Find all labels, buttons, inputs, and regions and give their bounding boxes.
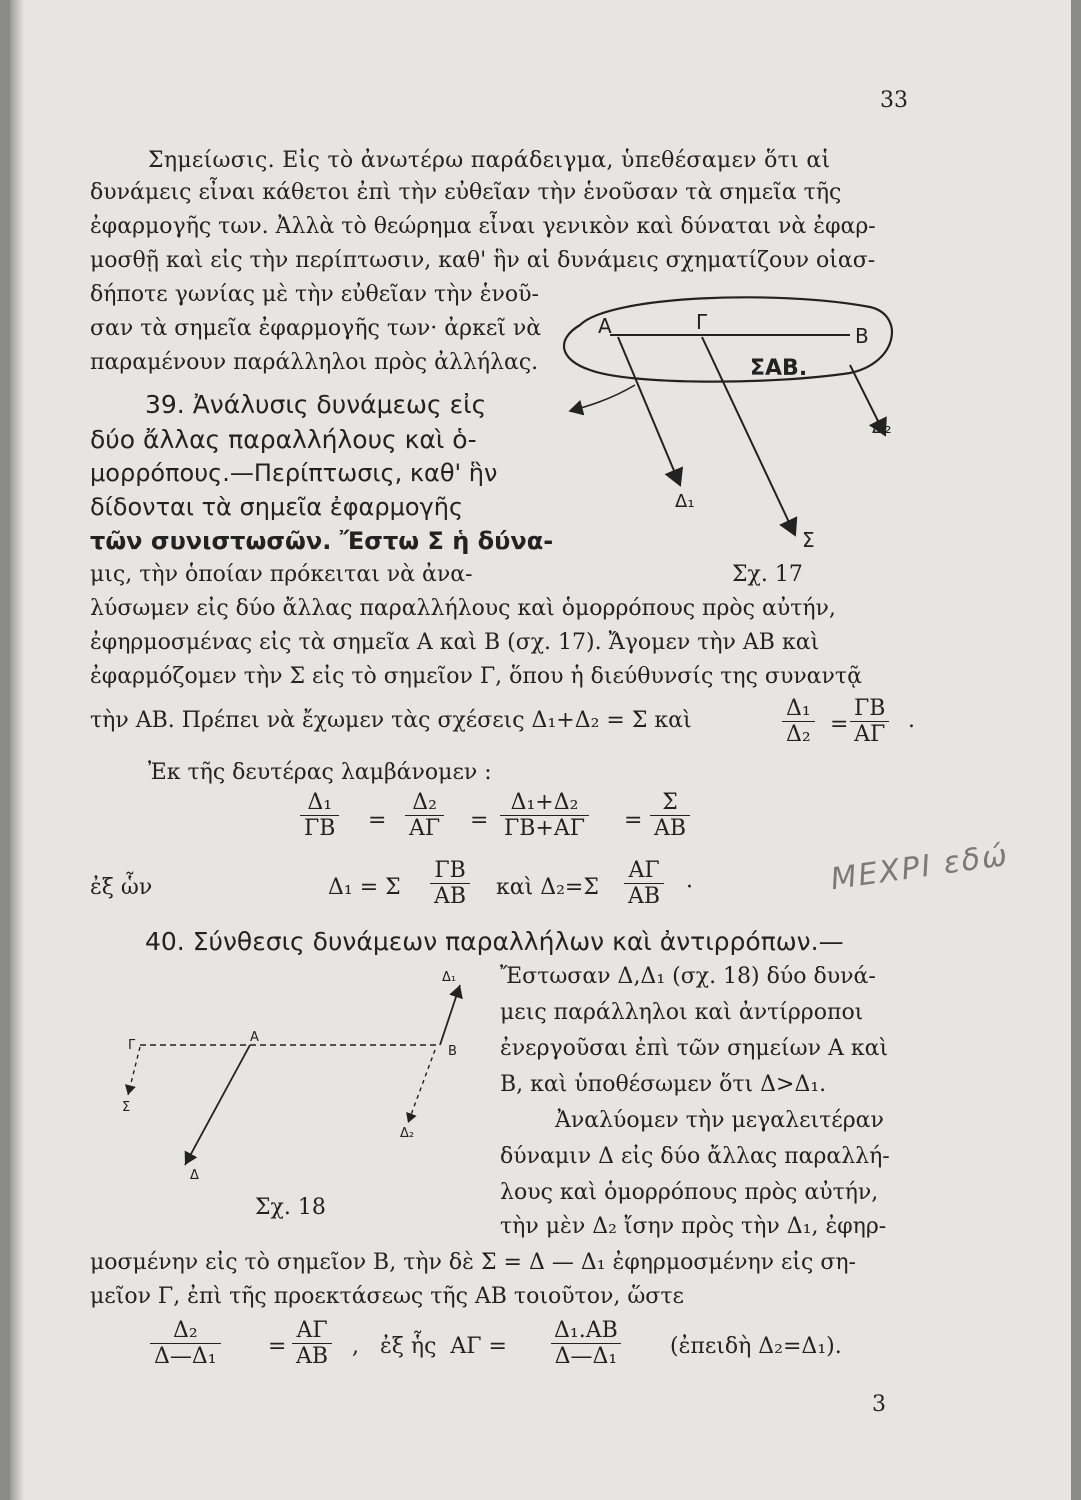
fig17-label-b: Β — [855, 324, 869, 348]
section-40-line-7: λους καὶ ὁμορρόπους πρὸς αὐτήν, — [500, 1180, 879, 1205]
section-39-line-3: ἐφηρμοσμένας εἰς τὰ σημεῖα Α καὶ Β (σχ. 17). Ἄγομεν τὴν ΑΒ καὶ — [90, 630, 820, 655]
fig18-label-s: Σ — [122, 1100, 131, 1115]
fig17-label-d2: Δ₂ — [872, 417, 892, 438]
final-sep: , ἐξ ἧς ΑΓ = — [352, 1334, 507, 1359]
fig18-label-d1: Δ₁ — [442, 970, 457, 985]
fig18-label-d: Δ — [190, 1168, 199, 1183]
fig18-caption: Σχ. 18 — [255, 1195, 326, 1220]
figure-17 — [550, 285, 910, 575]
result-kai: καὶ Δ₂=Σ — [496, 875, 599, 900]
fig18-vec-d2 — [408, 1050, 435, 1123]
section-40-line-5: Ἀναλύομεν τὴν μεγαλειτέραν — [555, 1108, 884, 1133]
fig17-label-g: Γ — [696, 310, 708, 334]
condition-end: . — [908, 708, 915, 733]
chain-frac-3 — [500, 790, 589, 841]
fig18-vec-d1 — [440, 985, 460, 1045]
frac-gb-ag-den: ΑΓ — [850, 721, 889, 747]
result-end: · — [686, 875, 693, 900]
frac-d1-d2 — [782, 696, 815, 747]
final-frac-3-num: Δ₁.ΑΒ — [554, 1318, 618, 1343]
fig17-label-s: Σ — [802, 528, 815, 552]
chain-frac-1 — [300, 790, 339, 841]
remark-line-7: παραμένουν παράλληλοι πρὸς ἀλλήλας. — [90, 350, 539, 375]
result-frac-1 — [430, 858, 470, 909]
final-frac-1-den: Δ—Δ₁ — [150, 1343, 221, 1369]
chain-frac-4-num: Σ — [662, 790, 678, 815]
section-39-heading-2: δύο ἄλλας παραλλήλους καὶ ὁ- — [90, 425, 477, 454]
chain-eq-3: = — [624, 808, 643, 833]
chain-eq-1: = — [368, 808, 387, 833]
ex-on: ἐξ ὧν — [90, 875, 153, 900]
result-frac-2 — [624, 858, 664, 909]
fig17-curve-arrow — [570, 385, 635, 411]
final-frac-2-num: ΑΓ — [296, 1318, 328, 1343]
remark-line-5: δήποτε γωνίας μὲ τὴν εὐθεῖαν τὴν ἑνοῦ- — [90, 282, 539, 307]
result-frac-1-den: ΑΒ — [430, 883, 470, 909]
fig18-vec-s — [128, 1047, 140, 1095]
section-39-heading-5: τῶν συνιστωσῶν. Ἔστω Σ ἡ δύνα- — [90, 527, 554, 555]
frac-d1-d2-den: Δ₂ — [782, 721, 815, 747]
section-40-line-1: Ἔστωσαν Δ,Δ₁ (σχ. 18) δύο δυνά- — [500, 964, 876, 989]
frac-gb-ag-num: ΓΒ — [854, 696, 886, 721]
section-40-line-4: Β, καὶ ὑποθέσωμεν ὅτι Δ>Δ₁. — [500, 1072, 827, 1097]
remark-line-2: δυνάμεις εἶναι κάθετοι ἐπὶ τὴν εὐθεῖαν τὴν ἑνοῦσαν τὰ σημεῖα τῆς — [90, 180, 842, 205]
frac-gb-ag — [850, 696, 889, 747]
fig17-caption: Σχ. 17 — [732, 562, 803, 587]
remark-line-4: μοσθῇ καὶ εἰς τὴν περίπτωσιν, καθ' ἣν αἱ δυνάμεις σχηματίζουν οἱασ- — [90, 248, 876, 273]
final-frac-3-den: Δ—Δ₁ — [551, 1343, 622, 1369]
chain-frac-3-num: Δ₁+Δ₂ — [510, 790, 579, 815]
fig18-label-a: Α — [250, 1030, 259, 1045]
fig17-ellipse — [564, 297, 892, 381]
final-eq: = — [268, 1334, 287, 1359]
section-39-line-1: μις, τὴν ὁποίαν πρόκειται νὰ ἀνα- — [90, 562, 473, 587]
result-frac-1-num: ΓΒ — [434, 858, 466, 883]
footer-mark: 3 — [872, 1392, 886, 1417]
figure-18 — [100, 965, 480, 1185]
fig18-label-b: Β — [448, 1044, 457, 1059]
chain-frac-2 — [405, 790, 444, 841]
fig17-vec-d1 — [618, 337, 680, 485]
remark-line-1: Σημείωσις. Εἰς τὸ ἀνωτέρω παράδειγμα, ὑπεθέσαμεν ὅτι αἱ — [148, 148, 831, 173]
section-39-heading-3: μορρόπους.—Περίπτωσις, καθ' ἣν — [90, 459, 498, 487]
section-40-line-10: μεῖον Γ, ἐπὶ τῆς προεκτάσεως τῆς ΑΒ τοιοῦτον, ὥστε — [90, 1284, 684, 1309]
chain-frac-4-den: ΑΒ — [650, 815, 690, 841]
result-frac-2-den: ΑΒ — [624, 883, 664, 909]
result-frac-2-num: ΑΓ — [628, 858, 660, 883]
section-39-line-6: Ἐκ τῆς δευτέρας λαμβάνομεν : — [148, 760, 492, 785]
chain-frac-1-num: Δ₁ — [307, 790, 333, 815]
chain-eq-2: = — [470, 808, 489, 833]
fig17-label-d1: Δ₁ — [675, 491, 695, 512]
final-frac-2 — [292, 1318, 332, 1369]
section-40-line-9: μοσμένην εἰς τὸ σημεῖον Β, τὴν δὲ Σ = Δ — Δ₁ ἐφηρμοσμένην εἰς ση- — [90, 1250, 856, 1275]
section-40-line-3: ἐνεργοῦσαι ἐπὶ τῶν σημείων Α καὶ — [500, 1036, 889, 1061]
final-frac-1 — [150, 1318, 221, 1369]
section-39-heading-1: 39. Ἀνάλυσις δυνάμεως εἰς — [145, 390, 487, 419]
chain-frac-1-den: ΓΒ — [300, 815, 339, 841]
book-page — [10, 0, 1071, 1500]
frac-d1-d2-num: Δ₁ — [786, 696, 811, 721]
section-39-line-4: ἐφαρμόζομεν τὴν Σ εἰς τὸ σημεῖον Γ, ὅπου ἡ διεύθυνσίς της συναντᾷ — [90, 664, 862, 689]
section-39-line-5: τὴν ΑΒ. Πρέπει νὰ ἔχωμεν τὰς σχέσεις Δ₁+Δ₂ = Σ καὶ — [90, 708, 692, 733]
section-40-line-2: μεις παράλληλοι καὶ ἀντίρροποι — [500, 1000, 864, 1025]
fig18-label-g: Γ — [128, 1038, 136, 1053]
chain-frac-2-num: Δ₂ — [412, 790, 437, 815]
fig18-label-d2: Δ₂ — [400, 1126, 415, 1141]
chain-frac-3-den: ΓΒ+ΑΓ — [500, 815, 589, 841]
fig17-label-sab: ΣΑΒ. — [750, 356, 808, 381]
margin-note: ΜΕΧΡΙ εδώ — [828, 837, 1012, 898]
fig17-label-a: Α — [598, 314, 612, 338]
remark-line-3: ἐφαρμογῆς των. Ἀλλὰ τὸ θεώρημα εἶναι γενικὸν καὶ δύναται νὰ ἐφαρ- — [90, 214, 876, 239]
fig18-vec-d — [185, 1045, 250, 1165]
final-frac-2-den: ΑΒ — [292, 1343, 332, 1369]
final-note: (ἐπειδὴ Δ₂=Δ₁). — [670, 1334, 842, 1359]
condition-eq: = — [830, 712, 849, 737]
final-frac-1-num: Δ₂ — [172, 1318, 198, 1343]
section-39-heading-4: δίδονται τὰ σημεῖα ἐφαρμογῆς — [90, 493, 464, 521]
page-number: 33 — [880, 88, 908, 113]
final-frac-3 — [550, 1318, 622, 1369]
remark-line-6: σαν τὰ σημεῖα ἐφαρμογῆς των· ἀρκεῖ νὰ — [90, 316, 542, 341]
chain-frac-4 — [650, 790, 690, 841]
result-d1: Δ₁ = Σ — [328, 875, 401, 900]
section-40-line-6: δύναμιν Δ εἰς δύο ἄλλας παραλλή- — [500, 1144, 890, 1169]
chain-frac-2-den: ΑΓ — [405, 815, 444, 841]
section-40-line-8: τὴν μὲν Δ₂ ἴσην πρὸς τὴν Δ₁, ἐφηρ- — [500, 1214, 887, 1239]
section-39-line-2: λύσωμεν εἰς δύο ἄλλας παραλλήλους καὶ ὁμορρόπους πρὸς αὐτήν, — [90, 596, 836, 621]
section-40-heading: 40. Σύνθεσις δυνάμεων παραλλήλων καὶ ἀντιρρόπων.— — [145, 927, 844, 956]
